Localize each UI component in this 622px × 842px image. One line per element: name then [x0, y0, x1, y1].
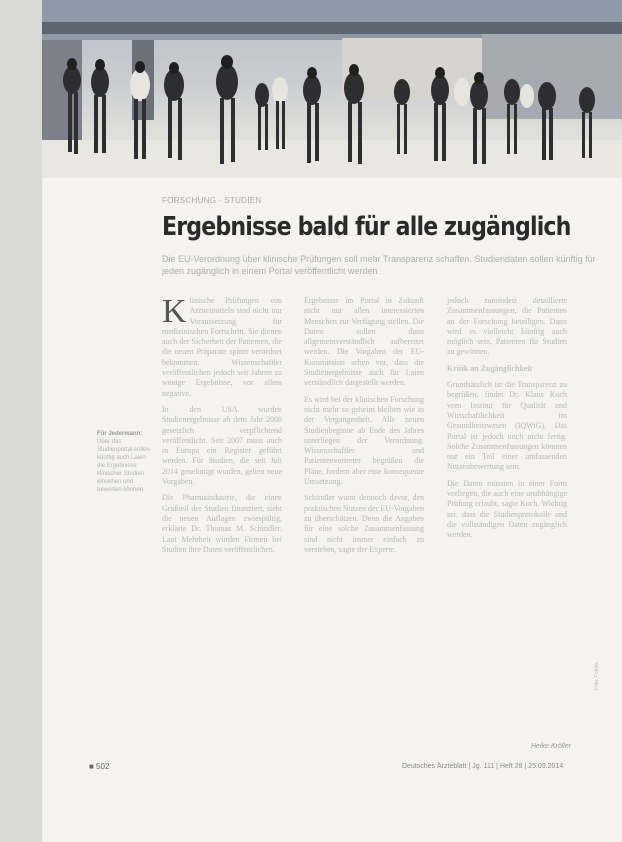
photo-caption — [97, 430, 153, 494]
article-subtitle: Die EU-Verordnung über klinische Prüfungen soll mehr Transparenz schaffen. Studiendaten sollen künftig für jeden zugänglich in einem Portal veröffentlicht werden. — [162, 254, 596, 276]
author-name: Heike Kröller — [531, 743, 572, 750]
photo-credit: Foto: Fotolia — [594, 662, 600, 690]
column-1-paragraph-text: linische Prüfungen von Arzneimitteln sind nicht nur Voraussetzung für medizinischen Fortschritt. Sie dienen auch der Sicherheit der Patienten, die die neuen Präparate später verordnet bekommen. Wissenschaftler veröffentlichen jedoch seit Jahren zu wenige Ergebnisse, vor allem negative. — [162, 296, 282, 398]
column-1-paragraph: Die Pharmaindustrie, die einen Großteil der Studien finanziert, sieht die neuen Auflagen zwiespältig, erklärte Dr. Thomas M. Schindler. Laut Mehrheit würden Firmen bei Studien ihre Daten veröffentlichen. — [162, 493, 282, 554]
page-number: ■ 502 — [89, 762, 110, 771]
article-kicker: FORSCHUNG · STUDIEN — [162, 196, 262, 205]
magazine-page — [42, 0, 622, 842]
caption-label: Für Jedermann: — [97, 431, 143, 437]
column-3-subhead: Kritik an Zugänglichkeit — [447, 363, 533, 373]
column-3-paragraph: Die Daten müssten in einer Form vorliegen, die auch eine unabhängige Prüfung erlaubt, sagte Koch. Wichtig sei, dass die Studienprotokolle und die vollständigen Daten zugänglich werden. — [447, 478, 567, 540]
column-1-paragraph: In den USA wurden Studienergebnisse ab dem Jahr 2008 gesetzlich verpflichtend veröffentlicht. Seit 2007 muss auch in Europa ein Register geführt werden. Für Studien, die seit Juli 2014 genehmigt wurden, gelten neue Vorgaben. — [162, 404, 282, 487]
column-2-paragraph: Ergebnisse im Portal in Zukunft nicht nur allen interessierten Menschen zur Verfügung stellen. Die Daten sollen dann allgemeinverständlich aufbereitet werden. Die Vorgaben der EU-Kommission sehen vor, dass die Studienergebnisse auch für Laien verständlich dargestellt werden. — [304, 296, 424, 388]
article-column-1 — [162, 293, 282, 561]
journal-footer: Deutsches Ärzteblatt | Jg. 111 | Heft 28 | 25.09.2014 — [402, 763, 564, 770]
crowd-photo-illustration — [42, 0, 622, 178]
column-1-paragraph — [162, 293, 282, 399]
drop-cap: K — [162, 293, 187, 330]
article-column-3 — [447, 296, 567, 547]
column-3-paragraph: jedoch zumindest detaillierte Zusammenfassungen, die Patienten an der Forschung beteiligen. Dann wird es vielleicht künftig auch möglich sein, Patienten für Studien zu gewinnen. — [447, 296, 567, 357]
column-2-paragraph: Schindler warnt dennoch davor, den praktischen Nutzen der EU-Vorgaben zu überschätzen. Denn die Angaben für eine solche Zusammenfassung sind nicht immer einfach zu verstehen, sagte der Experte. — [304, 493, 424, 554]
caption-text: Über das Studienportal sollen künftig auch Laien die Ergebnisse klinischer Studien einsehen und bewerten können. — [97, 439, 150, 493]
column-3-paragraph: Grundsätzlich ist die Transparenz zu begrüßen, findet Dr. Klaus Koch vom Institut für Qualität und Wirtschaftlichkeit im Gesundheitswesen (IQWiG). Das Portal ist jedoch noch nicht fertig. Solche Zusammenfassungen könnten nur ein Teil einer umfassenden Nutzenbewertung sein. — [447, 380, 567, 472]
column-2-paragraph: Es wird bei der klinischen Forschung nicht mehr so geheim bleiben wie in der Vergangenheit. Alle neuen Studienbeginne ab Ende des Jahres unterliegen der Verordnung. Wissenschaftler und Patientenvertreter begrüßen die Pläne, fordern aber eine konsequente Umsetzung. — [304, 394, 424, 487]
hero-photo — [42, 0, 622, 178]
article-title: Ergebnisse bald für alle zugänglich — [162, 212, 571, 242]
article-column-2 — [304, 296, 424, 561]
